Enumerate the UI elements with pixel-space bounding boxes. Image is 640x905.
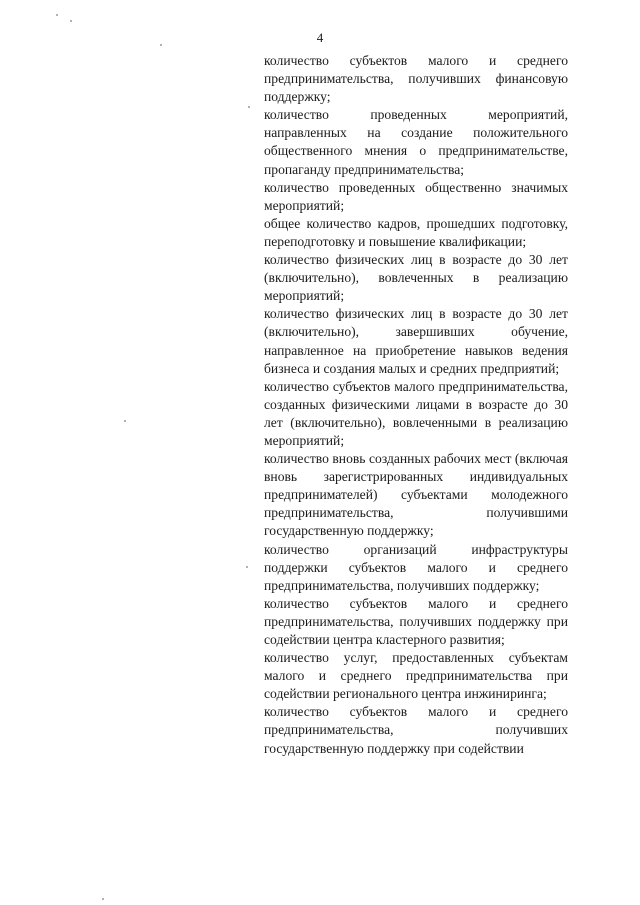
scan-speck [246,566,248,568]
scan-speck [56,14,58,16]
list-item: количество субъектов малого и среднего предпринимательства, получивших поддержку при содействии центра кластерного развития; [264,595,568,647]
list-item: количество услуг, предоставленных субъектам малого и среднего предпринимательства при содействии регионального центра инжиниринга; [264,650,568,702]
list-item: количество субъектов малого и среднего предпринимательства, получивших государственную поддержку при содействии [264,704,568,756]
list-item: количество физических лиц в возрасте до 30 лет (включительно), завершивших обучение, направленное на приобретение навыков ведения бизнеса и создания малых и средних предприятий; [264,306,568,376]
scan-speck [160,44,162,46]
scan-speck [102,898,104,900]
list-item: количество физических лиц в возрасте до 30 лет (включительно), вовлеченных в реализацию мероприятий; [264,252,568,304]
list-item: количество субъектов малого и среднего предпринимательства, получивших финансовую поддержку; [264,53,568,105]
scan-speck [124,420,126,422]
list-item: количество субъектов малого предпринимательства, созданных физическими лицами в возрасте до 30 лет (включительно), вовлеченными в реализацию мероприятий; [264,378,568,448]
list-item: количество вновь созданных рабочих мест (включая вновь зарегистрированных индивидуальных предпринимателей) субъектами молодежного предпринимательства, получившими государственную поддержку; [264,451,568,539]
list-item: общее количество кадров, прошедших подготовку, переподготовку и повышение квалификации; [264,215,568,249]
list-item: количество проведенных общественно значимых мероприятий; [264,179,568,213]
scan-speck [70,20,72,22]
list-item: количество проведенных мероприятий, направленных на создание положительного общественного мнения о предпринимательстве, пропаганду предпринимательства; [264,107,568,177]
list-item: количество организаций инфраструктуры поддержки субъектов малого и среднего предпринимательства, получивших поддержку; [264,541,568,593]
scan-speck [248,106,250,108]
text-column [264,52,568,758]
page-number: 4 [316,30,324,45]
